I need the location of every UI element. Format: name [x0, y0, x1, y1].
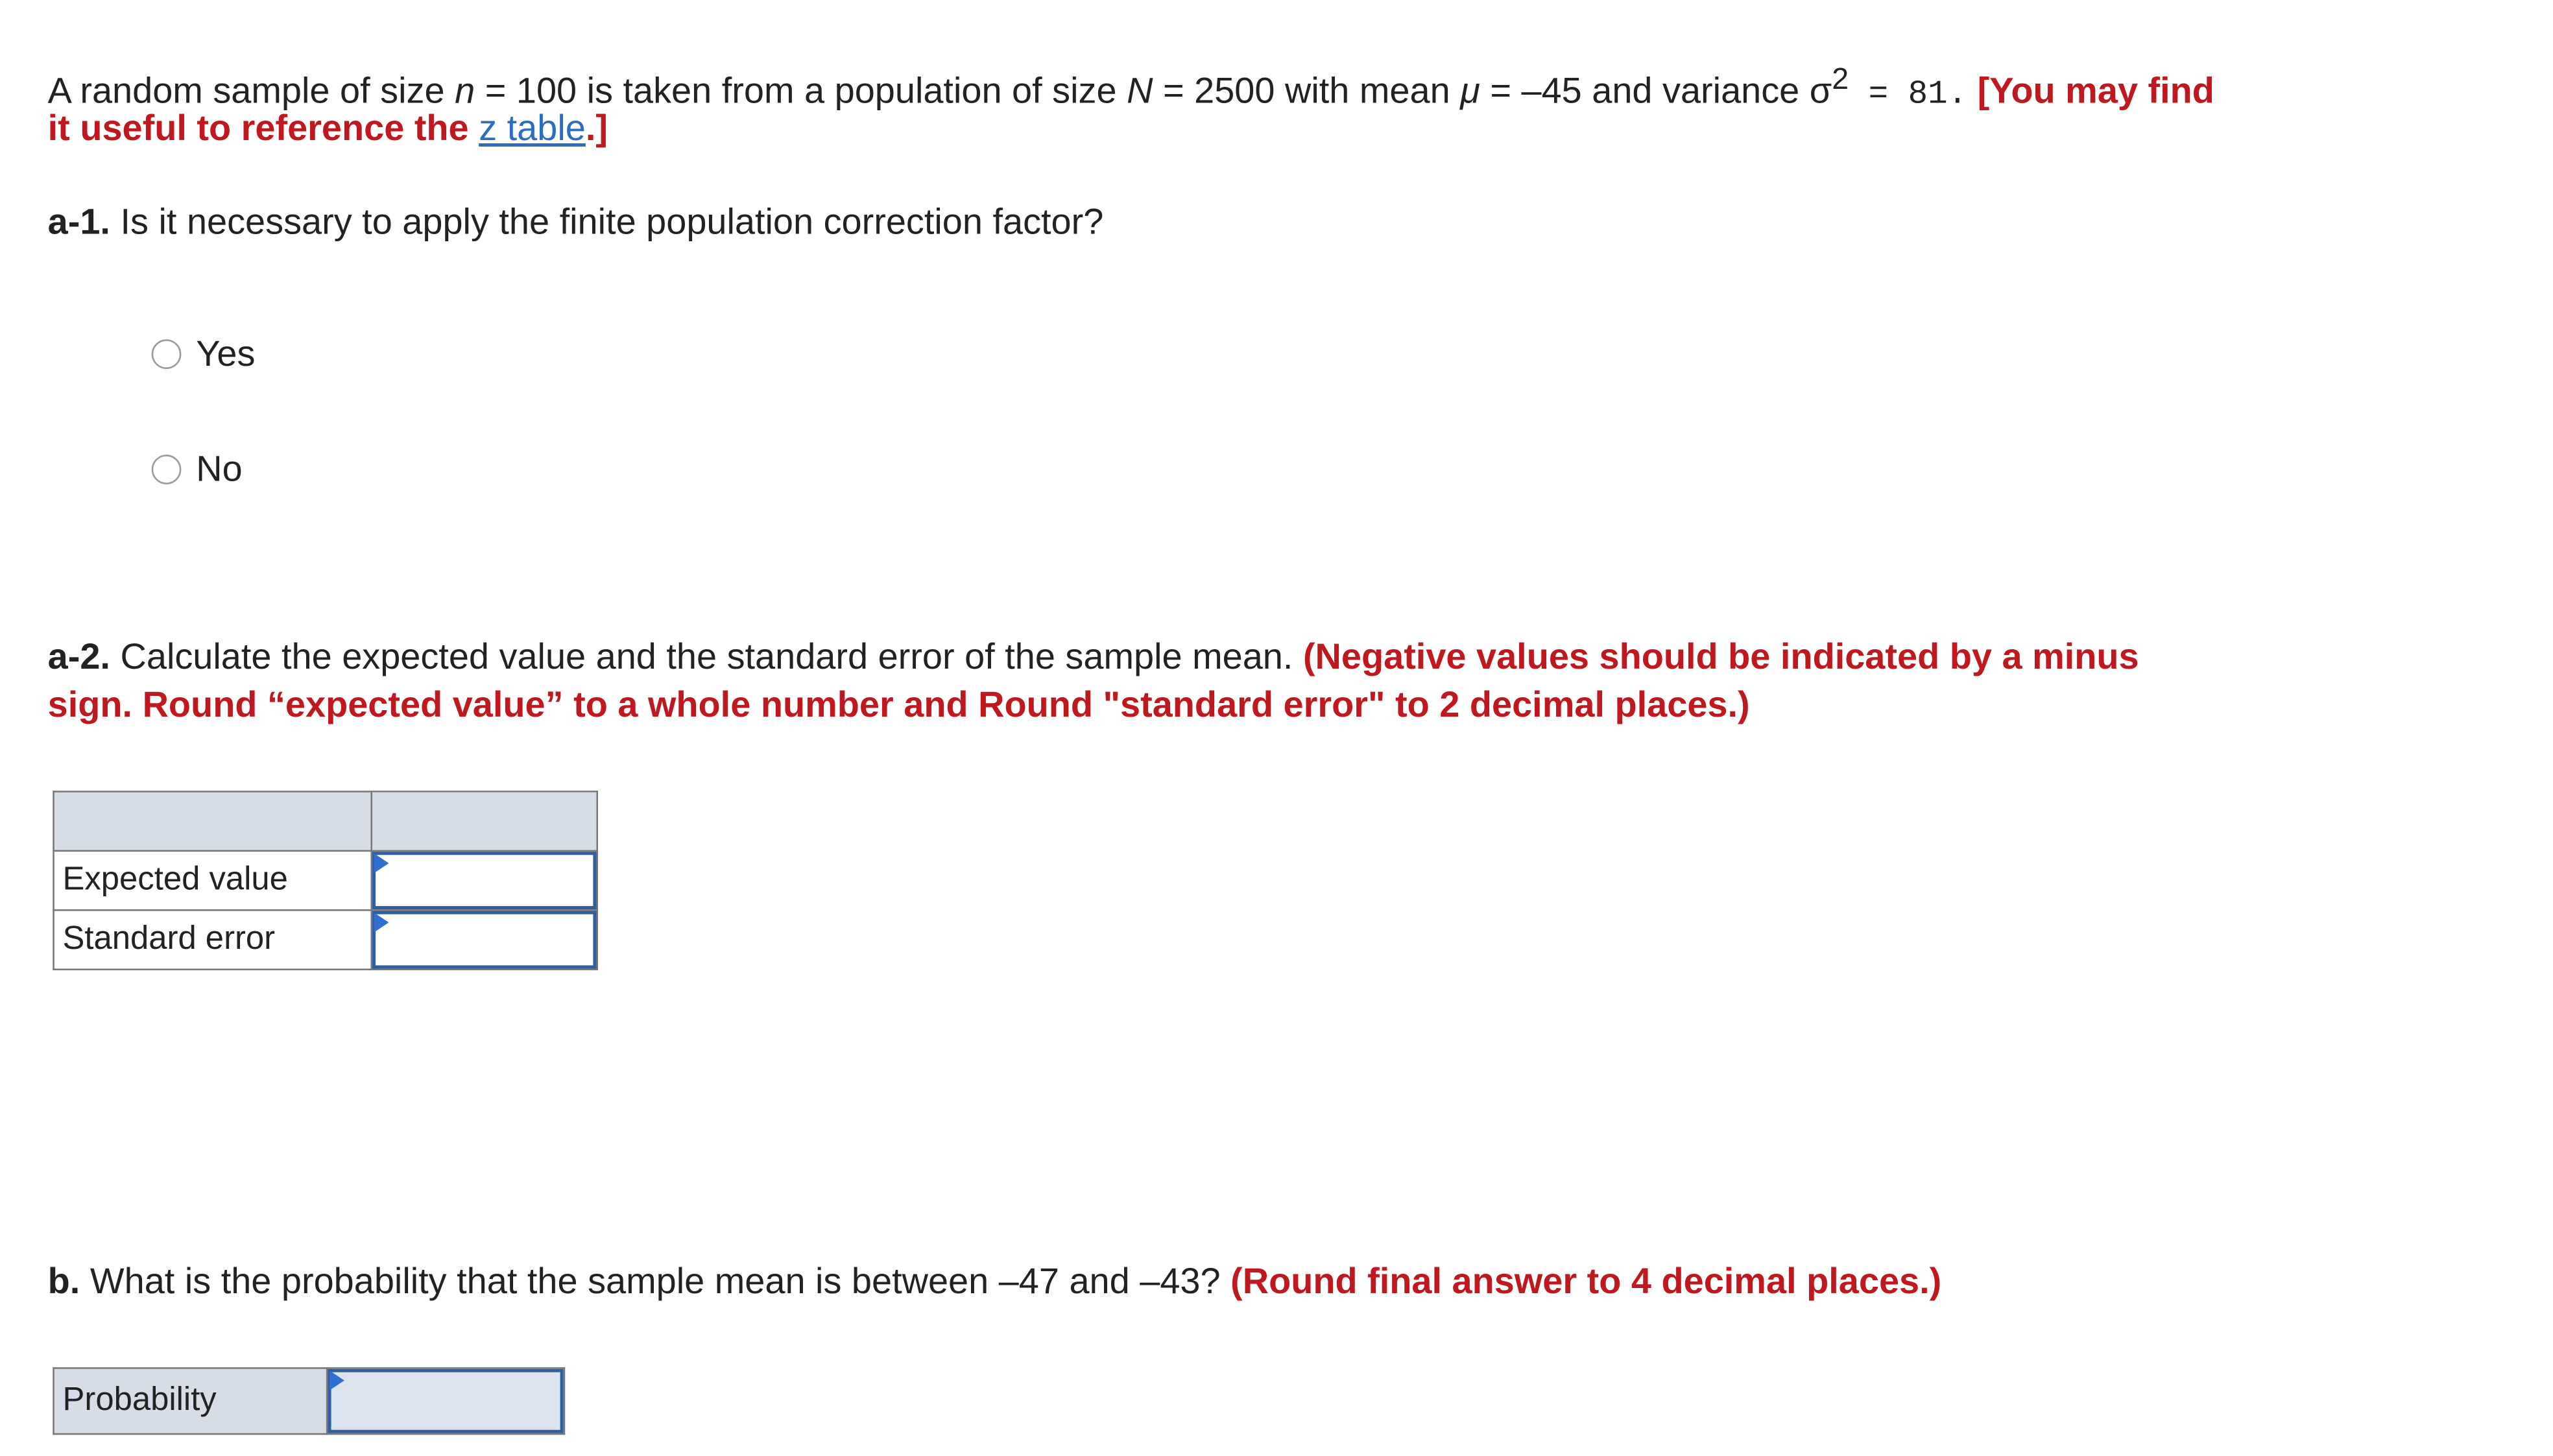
- variance-value: = 81.: [1849, 76, 1968, 115]
- table-row: [54, 851, 597, 910]
- mu-symbol: μ: [1460, 69, 1480, 112]
- question-a1-label: a-1.: [47, 200, 110, 243]
- option-yes[interactable]: [152, 333, 256, 376]
- table-row: [54, 1368, 564, 1434]
- reference-note-1: [You may find: [1967, 69, 2214, 112]
- question-b-text: What is the probability that the sample mean is between –47 and –43?: [80, 1260, 1231, 1302]
- square-superscript: 2: [1832, 60, 1849, 96]
- n-symbol: n: [455, 69, 475, 112]
- probability-label: Probability: [54, 1368, 328, 1434]
- question-a2-text: Calculate the expected value and the standard error of the sample mean.: [110, 636, 1303, 677]
- option-no[interactable]: [152, 448, 243, 491]
- z-table-link[interactable]: z table: [479, 107, 586, 149]
- question-a2-instruction-1: (Negative values should be indicated by a minus: [1302, 636, 2139, 677]
- radio-yes[interactable]: [152, 339, 182, 369]
- probability-input[interactable]: [328, 1369, 563, 1433]
- question-a1-text: Is it necessary to apply the finite population correction factor?: [110, 200, 1104, 243]
- question-a2-instruction-line: [48, 680, 1750, 728]
- question-a2-instruction-2: sign. Round “expected value” to a whole number and Round "standard error" to 2 decimal places.): [47, 684, 1750, 725]
- intro-text-4: = –45 and variance σ: [1480, 69, 1832, 112]
- radio-no[interactable]: [152, 455, 182, 484]
- probability-cell: [327, 1368, 564, 1434]
- flag-icon: [374, 913, 389, 932]
- question-a2: [48, 632, 2139, 680]
- standard-error-label: Standard error: [54, 910, 372, 969]
- table-header-cell: [372, 791, 597, 850]
- expected-value-input[interactable]: [372, 852, 596, 909]
- intro-text-1: A random sample of size: [47, 69, 455, 112]
- question-a2-label: a-2.: [47, 636, 110, 677]
- option-yes-label: Yes: [196, 333, 256, 374]
- answer-table-b: [53, 1367, 565, 1435]
- table-header-cell: [54, 791, 372, 850]
- intro-text-3: = 2500 with mean: [1153, 69, 1461, 112]
- option-no-label: No: [196, 448, 243, 490]
- flag-icon: [330, 1370, 344, 1390]
- reference-note-2: it useful to reference the: [47, 107, 479, 149]
- answer-table-a2: [53, 791, 598, 970]
- reference-note-line: [48, 104, 608, 152]
- standard-error-input[interactable]: [372, 911, 596, 969]
- reference-note-3: .]: [585, 107, 608, 149]
- intro-text-2: = 100 is taken from a population of size: [475, 69, 1127, 112]
- N-symbol: N: [1127, 69, 1153, 112]
- flag-icon: [374, 853, 389, 873]
- expected-value-cell: [372, 851, 597, 910]
- expected-value-label: Expected value: [54, 851, 372, 910]
- standard-error-cell: [372, 910, 597, 969]
- question-b: [48, 1257, 1942, 1305]
- question-b-instruction: (Round final answer to 4 decimal places.): [1230, 1260, 1942, 1302]
- question-a1: [48, 198, 1104, 246]
- table-row: [54, 910, 597, 969]
- question-b-label: b.: [47, 1260, 80, 1302]
